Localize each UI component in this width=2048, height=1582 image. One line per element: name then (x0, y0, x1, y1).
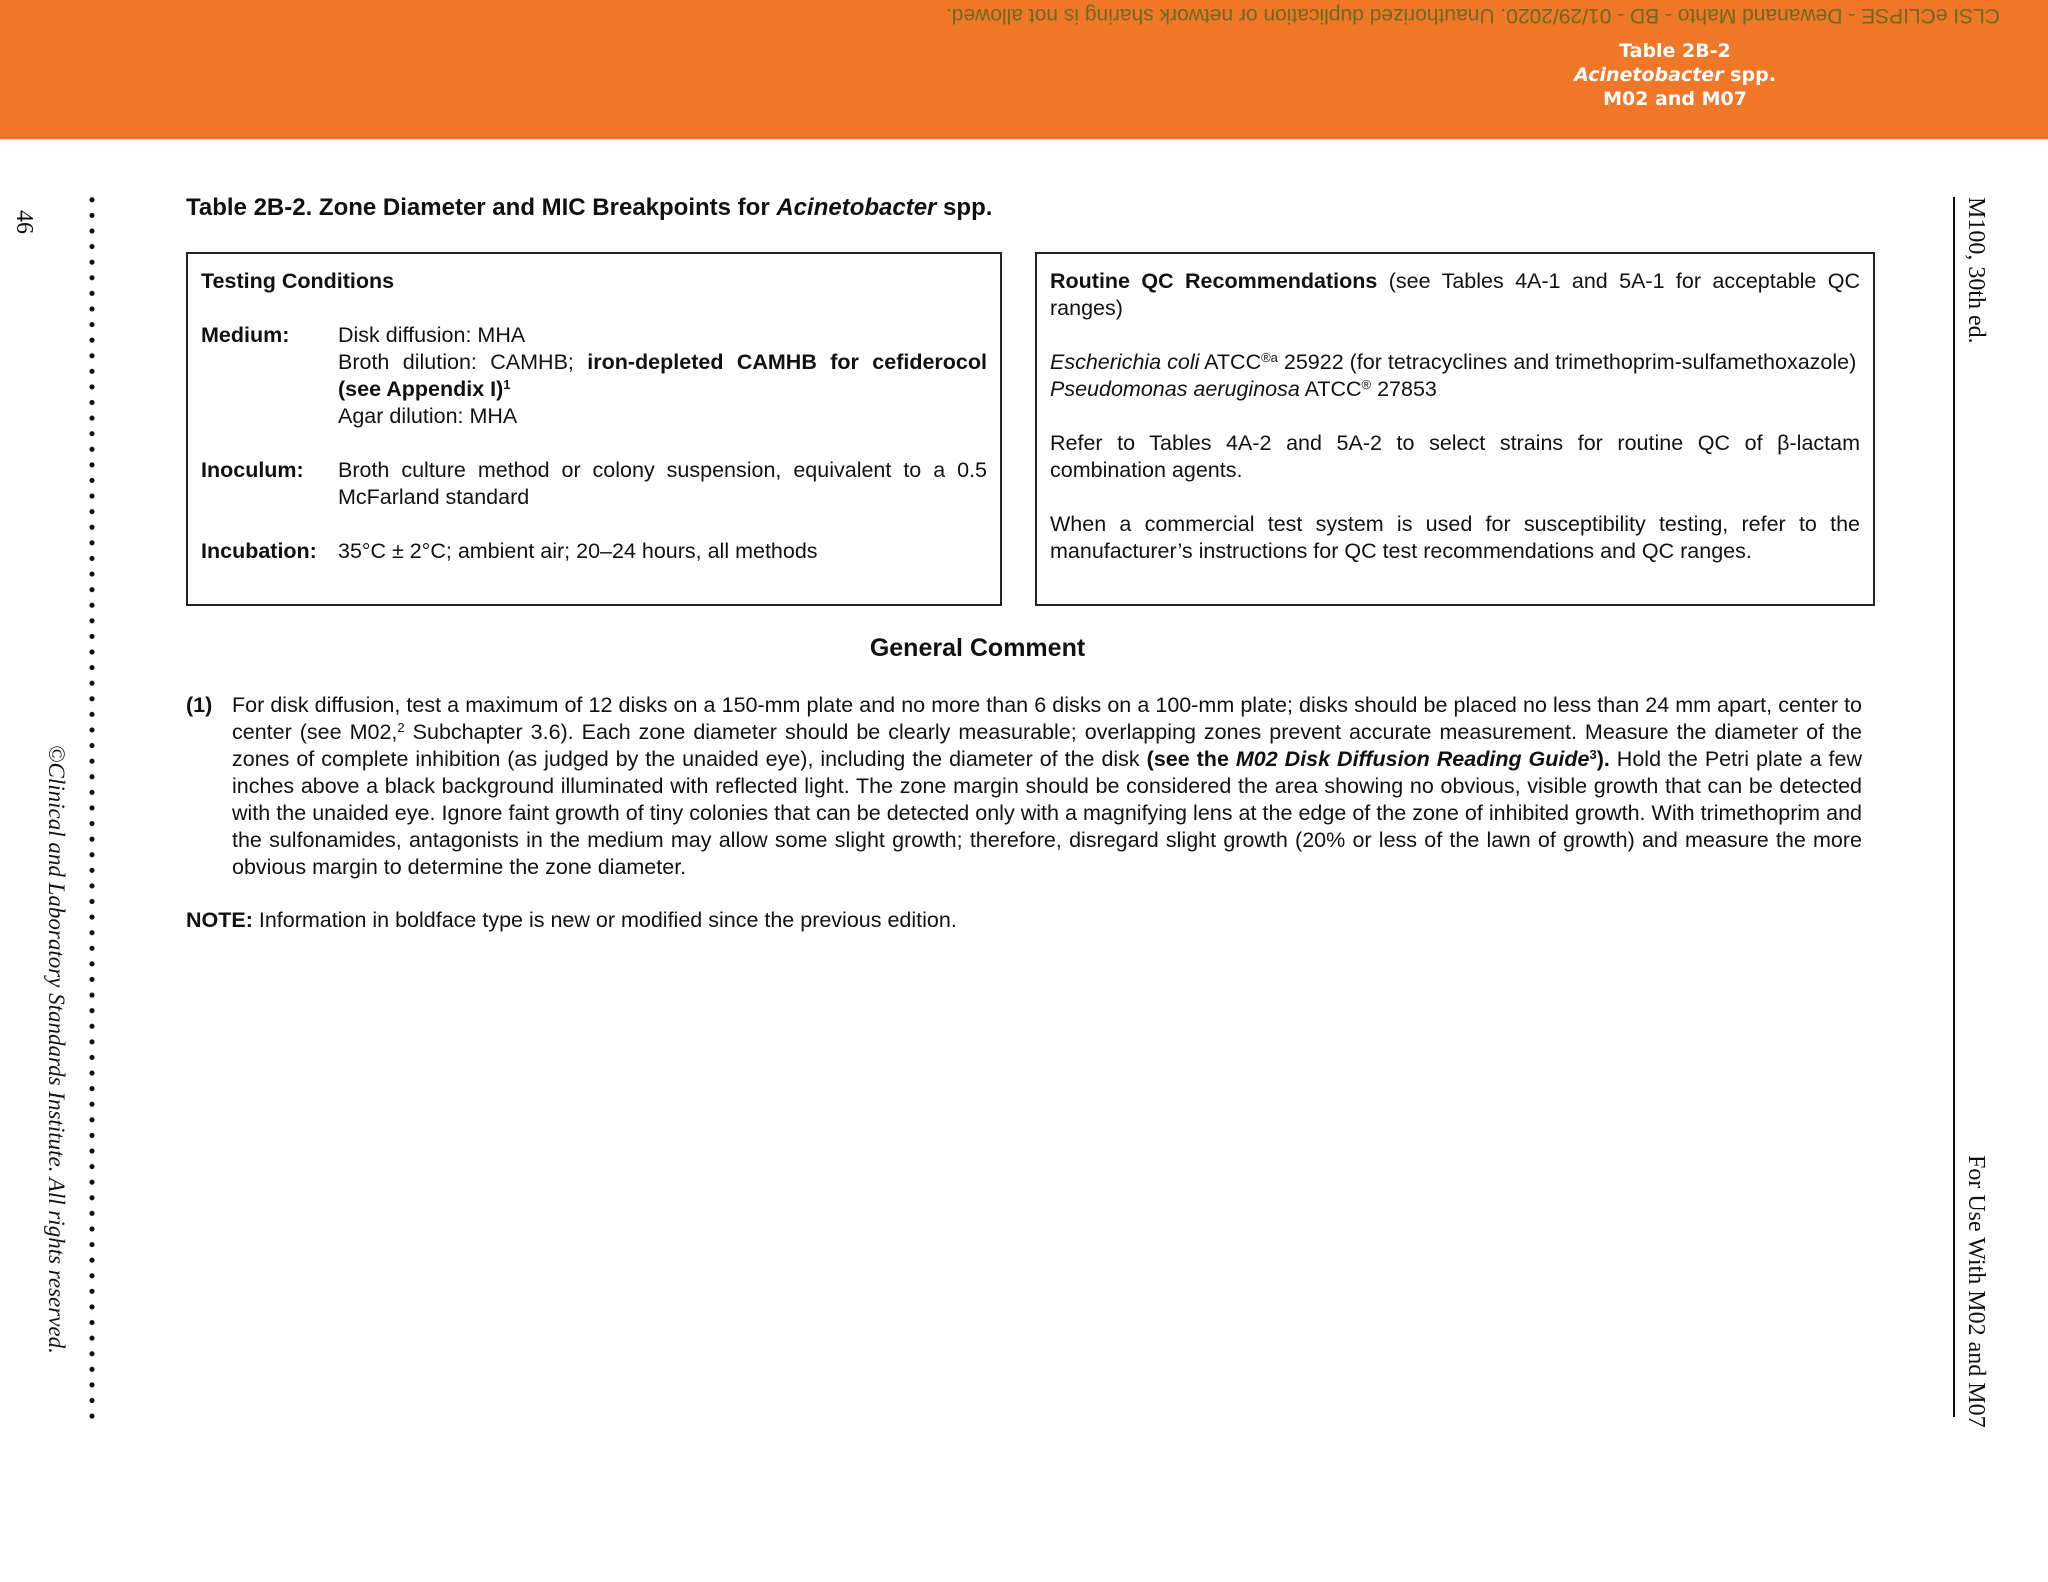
dotted-margin-rule (88, 192, 96, 1422)
comment-part-3: Hold the Petri plate a few inches above a black background illuminated with reflected light. The zone margin should be considered the area showing no obvious, visible growth that can be detected with the unaided eye. Ignore faint growth of tiny colonies that can be detected only with a magnifying lens at the edge of the zone of inhibited growth. With trimethoprim and the sulfonamides, antagonists in the medium may allow some slight growth; therefore, disregard slight growth (20% or less of the lawn of growth) and measure the more obvious margin to determine the zone diameter. (232, 747, 1862, 879)
medium-row (201, 322, 987, 430)
page-number: 46 (11, 210, 37, 234)
incubation-label: Incubation: (201, 539, 317, 563)
medium-label: Medium: (201, 323, 290, 347)
qc-recommendations-box (1035, 252, 1875, 606)
incubation-row (201, 538, 987, 565)
qc-refer-paragraph: Refer to Tables 4A-2 and 5A-2 to select strains for routine QC of β-lactam combination agents. (1050, 431, 1860, 482)
note (186, 907, 1862, 934)
table-title-organism: Acinetobacter (776, 194, 937, 221)
tab-label-line1: Table 2B-2 (1619, 40, 1731, 62)
copyright-notice: ©Clinical and Laboratory Standards Institute. All rights reserved. (44, 745, 69, 1354)
qc-heading-rest: (see Tables 4A-1 and 5A-1 for acceptable QC ranges) (1050, 269, 1861, 320)
inoculum-value: Broth culture method or colony suspension, equivalent to a 0.5 McFarland standard (338, 458, 987, 509)
medium-line-2-prefix: Broth dilution: CAMHB; (338, 350, 588, 374)
comment-footnote-2: 2 (397, 720, 405, 735)
qc-heading-paragraph (1050, 268, 1860, 322)
comment-text (232, 692, 1862, 881)
note-label: NOTE: (186, 908, 253, 932)
qc-commercial-paragraph: When a commercial test system is used for susceptibility testing, refer to the manufacturer’s instructions for QC test recommendations and QC ranges. (1050, 512, 1860, 563)
table-title (186, 192, 1886, 224)
ecoli-rest: 25922 (for tetracyclines and trimethoprim-sulfamethoxazole) (1277, 350, 1857, 374)
right-margin-rule (1953, 197, 1955, 1417)
pa-name: Pseudomonas aeruginosa (1050, 377, 1300, 401)
tab-label-organism: Acinetobacter (1574, 64, 1724, 86)
ecoli-sup: ®a (1261, 350, 1278, 365)
comment-bold-open: (see the (1146, 747, 1236, 771)
tab-label (1510, 39, 1840, 111)
tab-label-line3: M02 and M07 (1603, 88, 1747, 110)
edition-label: M100, 30th ed. (1963, 197, 1989, 344)
note-text: Information in boldface type is new or modified since the previous edition. (252, 908, 957, 932)
ecoli-atcc: ATCC (1199, 350, 1262, 374)
table-title-suffix: spp. (936, 194, 993, 221)
medium-value (338, 322, 987, 430)
pa-sup: ® (1361, 377, 1372, 392)
testing-conditions-heading: Testing Conditions (201, 269, 395, 293)
watermark-text: CLSI eCLIPSE - Dewanand Mahto - BD - 01/29/2020. Unauthorized duplication or network sharing is not allowed. (945, 4, 2000, 27)
comment-footnote-3: 3 (1589, 747, 1597, 762)
general-comment-item (186, 692, 1862, 881)
header-banner (0, 0, 2048, 139)
tab-label-spp: spp. (1723, 64, 1776, 86)
inoculum-label: Inoculum: (201, 458, 304, 482)
comment-part-2: Subchapter 3.6). Each zone diameter should be clearly measurable; overlapping zones prevent accurate measurement. Measure the diameter of the zones of complete inhibition (as judged by the unaided eye), including the diameter of the disk (232, 720, 1862, 771)
qc-heading: Routine QC Recommendations (1050, 269, 1378, 293)
medium-line-2-bold: iron-depleted CAMHB for cefiderocol (see Appendix I) (338, 350, 987, 401)
general-comment-heading: General Comment (869, 634, 1086, 662)
medium-line-1: Disk diffusion: MHA (338, 323, 526, 347)
qc-strains-paragraph (1050, 349, 1860, 403)
medium-line-3: Agar dilution: MHA (338, 404, 518, 428)
comment-bold-close: ). (1596, 747, 1610, 771)
incubation-value: 35°C ± 2°C; ambient air; 20–24 hours, all methods (338, 539, 818, 563)
comment-part-1: For disk diffusion, test a maximum of 12 disks on a 150-mm plate and no more than 6 disks on a 100-mm plate; disks should be placed no less than 24 mm apart, center to center (see M02, (232, 693, 1862, 744)
tab-label-line2 (1510, 63, 1840, 87)
for-use-label: For Use With M02 and M07 (1963, 1155, 1989, 1428)
comment-reading-guide: M02 Disk Diffusion Reading Guide (1235, 747, 1590, 771)
medium-line-2-footnote: 1 (503, 377, 511, 392)
pa-atcc: ATCC (1299, 377, 1362, 401)
testing-conditions-box (186, 252, 1002, 606)
pa-rest: 27853 (1371, 377, 1437, 401)
comment-number: (1) (186, 693, 213, 717)
inoculum-row (201, 457, 987, 511)
ecoli-name: Escherichia coli (1050, 350, 1200, 374)
table-title-prefix: Table 2B-2. Zone Diameter and MIC Breakpoints for (186, 194, 777, 221)
medium-line-2 (338, 349, 987, 403)
